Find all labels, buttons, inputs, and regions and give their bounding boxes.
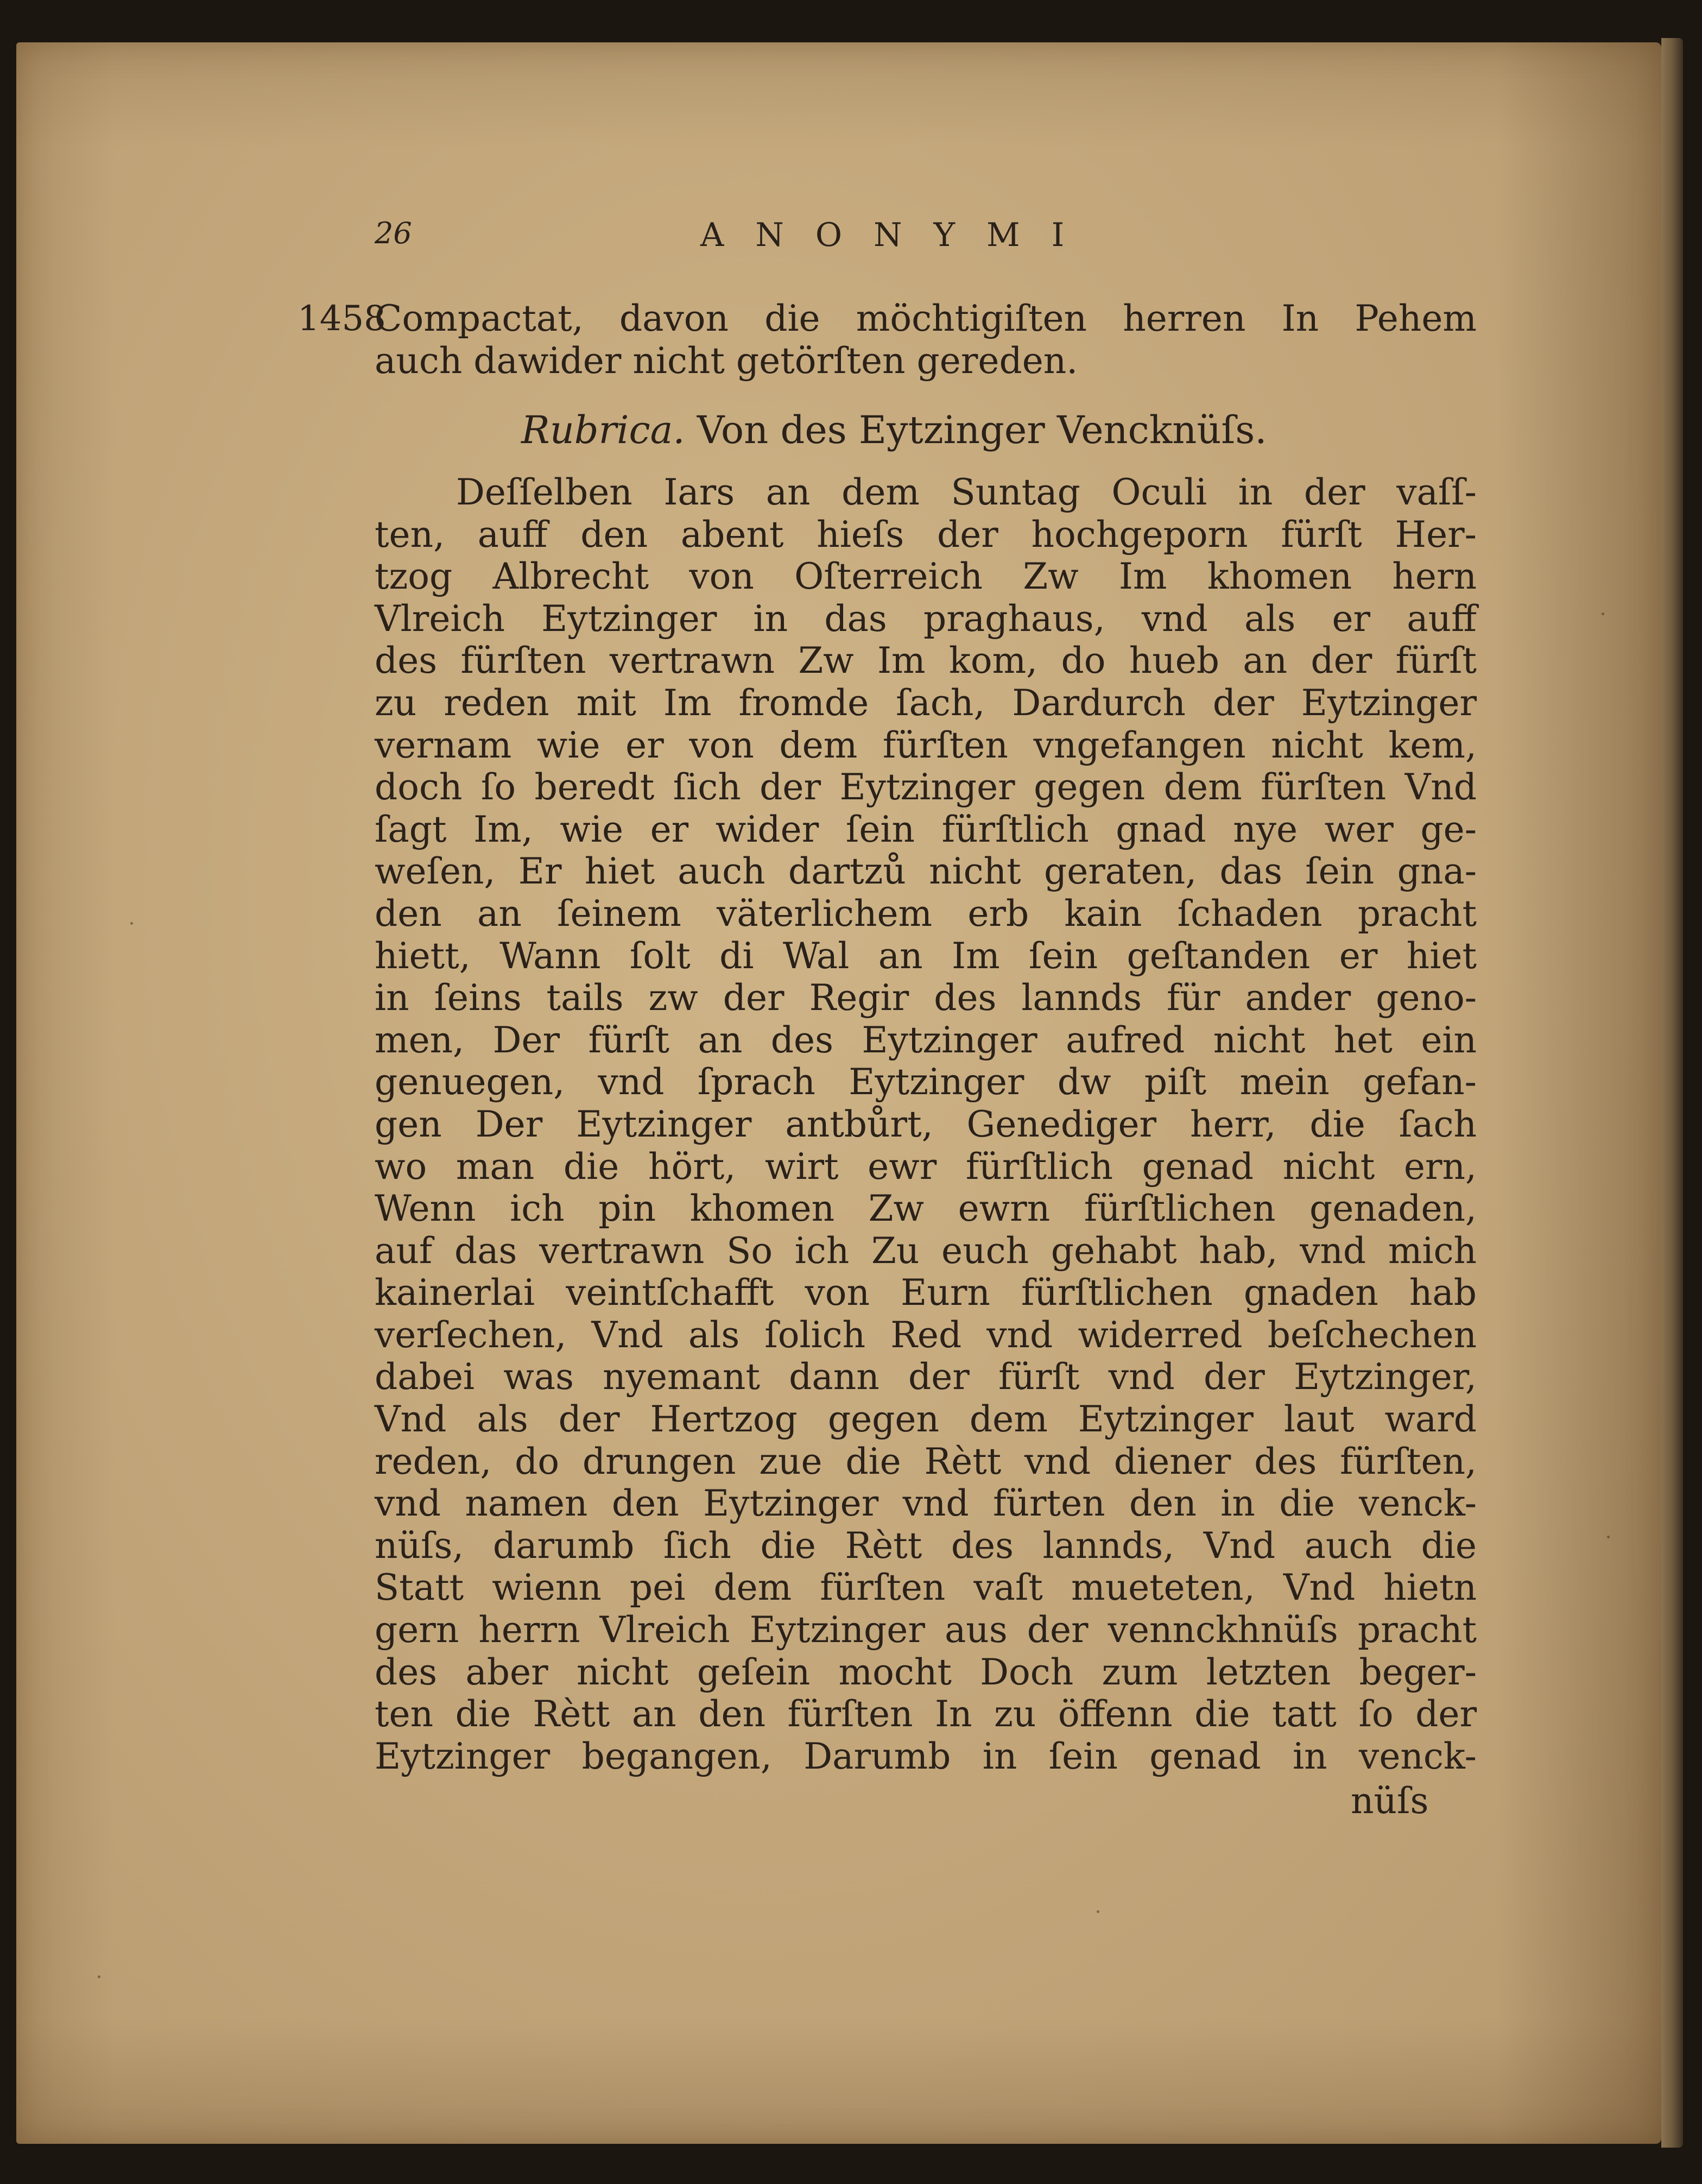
text-line: ten, auff den abent hieſs der hochgeporn fürſt Her- <box>375 513 1477 556</box>
text-line: Vlreich Eytzinger in das praghaus, vnd als er auff <box>375 597 1477 640</box>
text-line: gern herrn Vlreich Eytzinger aus der vennckhnüſs pracht <box>375 1609 1477 1651</box>
text-line: dabei was nyemant dann der fürſt vnd der Eytzinger, <box>375 1356 1477 1398</box>
text-line: hiett, Wann ſolt di Wal an Im ſein geſtanden er hiet <box>375 935 1477 977</box>
text-line: auch dawider nicht getörſten gereden. <box>375 339 1078 382</box>
text-line: tzog Albrecht von Oſterreich Zw Im khomen hern <box>375 556 1477 598</box>
text-line: genuegen, vnd ſprach Eytzinger dw piſt mein gefan- <box>375 1061 1477 1103</box>
text-line: reden, do drungen zue die Rètt vnd diener des fürſten, <box>375 1440 1477 1482</box>
text-line: Statt wienn pei dem fürſten vaſt mueteten, Vnd hietn <box>375 1567 1477 1609</box>
paper-speck <box>98 1975 100 1978</box>
paper-speck <box>1097 1910 1099 1913</box>
page-edge-shadow <box>1661 38 1683 2148</box>
text-line: wo man die hört, wirt ewr fürſtlich genad nicht ern, <box>375 1145 1477 1188</box>
text-line: men, Der fürſt an des Eytzinger aufred nicht het ein <box>375 1019 1477 1061</box>
text-line: ſagt Im, wie er wider ſein fürſtlich gnad nye wer ge- <box>375 808 1477 850</box>
paper-speck <box>1602 613 1604 615</box>
text-line: zu reden mit Im fromde ſach, Dardurch der Eytzinger <box>375 681 1477 724</box>
body-paragraph <box>375 471 1477 1777</box>
text-line: ten die Rètt an den fürſten In zu öffenn die tatt ſo der <box>375 1693 1477 1735</box>
text-line: gen Der Eytzinger antbůrt, Genediger herr, die ſach <box>375 1103 1477 1145</box>
text-line: Vnd als der Hertzog gegen dem Eytzinger laut ward <box>375 1398 1477 1441</box>
text-line: in ſeins tails zw der Regir des lannds für ander geno- <box>375 977 1477 1019</box>
rubric-title: Von des Eytzinger Vencknüſs. <box>697 408 1267 452</box>
running-title: ANONYMI <box>700 216 1096 254</box>
text-line: Wenn ich pin khomen Zw ewrn fürſtlichen genaden, <box>375 1188 1477 1230</box>
text-line: nüſs, darumb ſich die Rètt des lannds, Vnd auch die <box>375 1524 1477 1567</box>
paper-speck <box>1607 1536 1610 1538</box>
paper-speck <box>130 922 133 925</box>
rubric-label: Rubrica. <box>521 408 685 452</box>
running-header <box>375 216 1477 265</box>
text-line: vernam wie er von dem fürſten vngefangen nicht kem, <box>375 724 1477 766</box>
text-line: den an ſeinem väterlichem erb kain ſchaden pracht <box>375 892 1477 935</box>
text-line: Compactat, davon die möchtigiſten herren In Pehem <box>375 298 1477 339</box>
text-line: des fürſten vertrawn Zw Im kom, do hueb an der fürſt <box>375 640 1477 682</box>
catchword: nüſs <box>1351 1780 1429 1822</box>
text-line: Deſſelben Iars an dem Suntag Oculi in der vaſſ- <box>456 471 1477 513</box>
intro-paragraph <box>375 298 1477 382</box>
text-line: weſen, Er hiet auch dartzů nicht geraten, das ſein gna- <box>375 850 1477 893</box>
text-line: verſechen, Vnd als ſolich Red vnd widerred beſchechen <box>375 1314 1477 1356</box>
text-line: Eytzinger begangen, Darumb in ſein genad in venck- <box>375 1735 1477 1777</box>
text-line: doch ſo beredt ſich der Eytzinger gegen dem fürſten Vnd <box>375 766 1477 809</box>
page-number: 26 <box>375 216 412 250</box>
text-line: auf das vertrawn So ich Zu euch gehabt hab, vnd mich <box>375 1229 1477 1272</box>
rubric-heading <box>521 408 1498 452</box>
text-line: kainerlai veintſchafft von Eurn fürſtlichen gnaden hab <box>375 1272 1477 1314</box>
text-line: vnd namen den Eytzinger vnd fürten den in die venck- <box>375 1482 1477 1525</box>
text-line: des aber nicht geſein mocht Doch zum letzten beger- <box>375 1651 1477 1693</box>
margin-year-note: 1458 <box>298 299 386 339</box>
